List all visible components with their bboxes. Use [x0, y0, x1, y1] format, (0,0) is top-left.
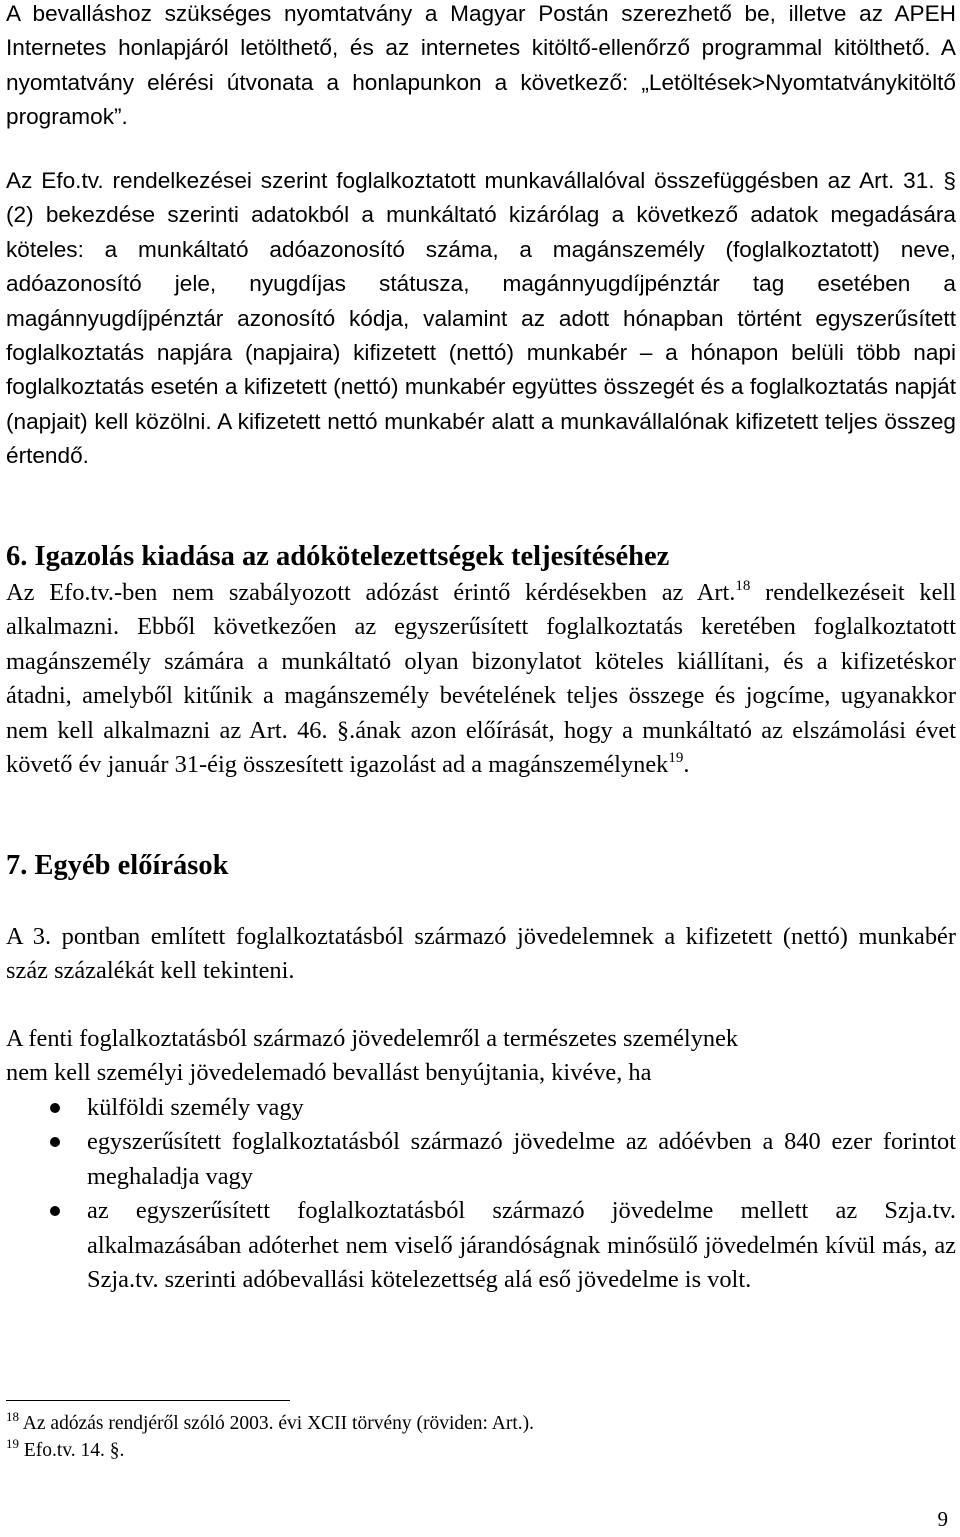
footnote-separator: [6, 1400, 290, 1401]
heading-section-7: 7. Egyéb előírások: [6, 850, 229, 881]
heading-section-6: 6. Igazolás kiadása az adókötelezettségek teljesítéséhez: [6, 541, 670, 572]
paragraph-income-share: A 3. pontban említett foglalkoztatásból származó jövedelemnek a kifizetett (nettó) munkabér száz százalékát kell tekinteni.: [6, 923, 956, 985]
footnote-18: [6, 1410, 906, 1437]
paragraph-tax-return-exemption: A fenti foglalkoztatásból származó jövedelemről a természetes személynek nem kell személyi jövedelemadó bevallást benyújtania, kivéve, ha: [6, 1025, 739, 1087]
bullet-icon: [50, 1206, 60, 1216]
list-item-text: egyszerűsített foglalkoztatásból származó jövedelme az adóévben a 840 ezer forintot meghaladja vagy: [87, 1128, 956, 1190]
paragraph-certificate-end: .: [683, 751, 690, 779]
footnote-number: 18: [6, 1409, 19, 1424]
list-item-text: az egyszerűsített foglalkoztatásból származó jövedelme mellett az Szja.tv. alkalmazásában adóterhet nem viselő járandóságnak minősülő jövedelmén kívül más, az Szja.tv. szerinti adóbevallási kötelezettség alá eső jövedelme is volt.: [87, 1197, 956, 1294]
list-item: [6, 1194, 956, 1297]
bullet-icon: [50, 1137, 60, 1147]
bullet-icon: [50, 1103, 60, 1113]
paragraph-certificate-text-2: rendelkezéseit kell alkalmazni. Ebből következően az egyszerűsített foglalkoztatás keretében foglalkoztatott magánszemély számára a munkáltató olyan bizonylatot köteles kiállítani, és a kifizetéskor átadni, amelyből kitűnik a magánszemély bevételének teljes összege és jogcíme, ugyanakkor nem kell alkalmazni az Art. 46. §.ának azon előírását, hogy a munkáltató az elszámolási évet követő év január 31-éig összesített igazolást ad a magánszemélynek: [6, 579, 956, 779]
footnotes: [6, 1410, 906, 1464]
footnote-ref-19: 19: [668, 750, 684, 767]
footnote-text: Efo.tv. 14. §.: [19, 1440, 125, 1461]
page-number: 9: [937, 1507, 948, 1531]
footnote-number: 19: [6, 1436, 19, 1451]
exception-list: [6, 1091, 956, 1297]
footnote-19: [6, 1437, 906, 1464]
paragraph-form-availability: A bevalláshoz szükséges nyomtatvány a Magyar Postán szerezhető be, illetve az APEH Internetes honlapjáról letölthető, és az internetes kitöltő-ellenőrző programmal kitölthető. A nyomtatvány elérési útvonata a honlapunkon a következő: „Letöltések>Nyomtatványkitöltő programok”.: [6, 1, 956, 130]
list-item-text: külföldi személy vagy: [87, 1094, 304, 1121]
list-item: [6, 1125, 956, 1194]
footnote-ref-18: 18: [735, 578, 751, 594]
paragraph-certificate-issuance: [6, 576, 956, 782]
list-item: [6, 1091, 956, 1125]
paragraph-efo-data-reporting: Az Efo.tv. rendelkezései szerint foglalkoztatott munkavállalóval összefüggésben az Art. 31. § (2) bekezdése szerinti adatokból a munkáltató kizárólag a következő adatok megadására köteles: a munkáltató adóazonosító száma, a magánszemély (foglalkoztatott) neve, adóazonosító jele, nyugdíjas státusza, magánnyugdíjpénztár tag esetében a magánnyugdíjpénztár azonosító kódja, valamint az adott hónapban történt egyszerűsített foglalkoztatás napjára (napjaira) kifizetett (nettó) munkabér – a hónapon belüli több napi foglalkoztatás esetén a kifizetett (nettó) munkabér együttes összegét és a foglalkoztatás napját (napjait) kell közölni. A kifizetett nettó munkabér alatt a munkavállalónak kifizetett teljes összeg értendő.: [6, 168, 956, 469]
footnote-text: Az adózás rendjéről szóló 2003. évi XCII törvény (röviden: Art.).: [19, 1413, 534, 1434]
paragraph-certificate-text-1: Az Efo.tv.-ben nem szabályozott adózást érintő kérdésekben az Art.: [6, 579, 736, 606]
